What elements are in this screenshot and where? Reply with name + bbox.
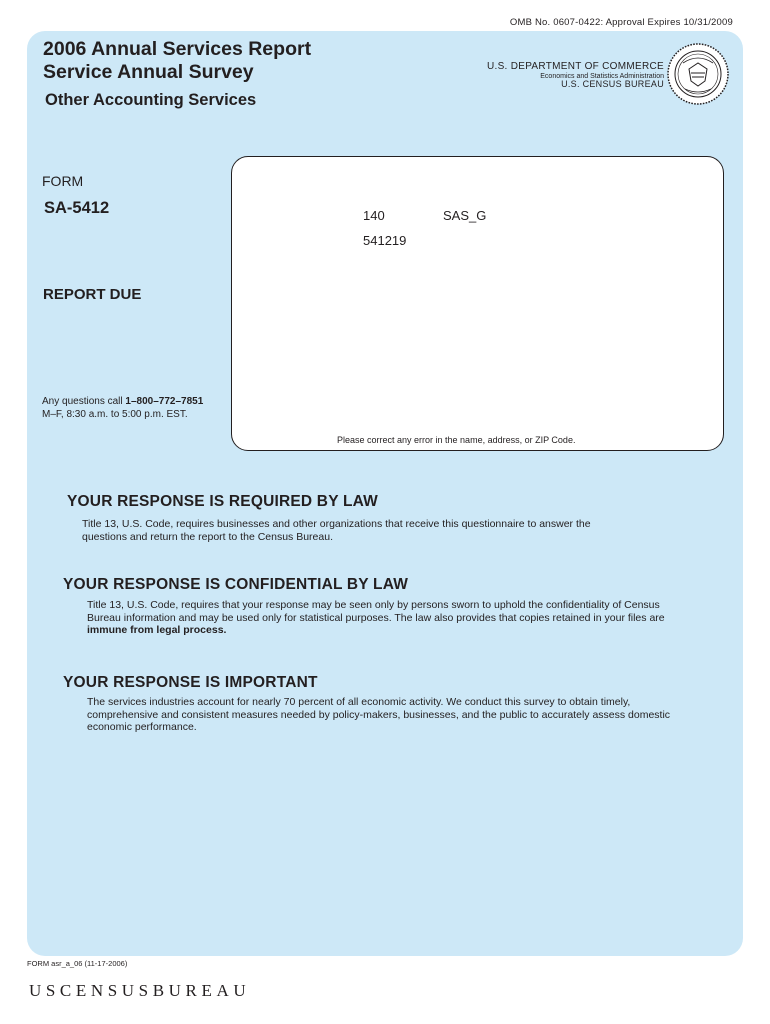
important-heading: YOUR RESPONSE IS IMPORTANT [63, 674, 318, 691]
confidential-heading: YOUR RESPONSE IS CONFIDENTIAL BY LAW [63, 576, 409, 593]
industry-subtitle: Other Accounting Services [45, 91, 257, 109]
department-name: U.S. DEPARTMENT OF COMMERCE [486, 61, 664, 72]
required-heading: YOUR RESPONSE IS REQUIRED BY LAW [67, 493, 378, 510]
form-number: SA-5412 [44, 199, 110, 217]
confidential-line-2: Bureau information and may be used only for statistical purposes. The law also provides that copies retained in your files are [87, 611, 665, 624]
survey-title: Service Annual Survey [43, 61, 254, 83]
confidential-body [87, 599, 665, 637]
bureau-name: U.S. CENSUS BUREAU [561, 78, 664, 89]
important-line-3: economic performance. [87, 721, 197, 734]
required-line-2: questions and return the report to the Census Bureau. [82, 530, 333, 543]
important-line-2: comprehensive and consistent measures needed by policy-makers, businesses, and the public to accurately assess domestic [87, 708, 671, 721]
census-bureau-logo: USCENSUSBUREAU [29, 981, 251, 1000]
omb-approval-note: OMB No. 0607-0422: Approval Expires 10/31/2009 [509, 17, 733, 28]
agency-block [487, 62, 664, 89]
questions-prefix: Any questions call [42, 396, 126, 407]
mailing-address-box[interactable] [231, 156, 724, 451]
report-due-label: REPORT DUE [43, 286, 142, 303]
phone-number: 1–800–772–7851 [125, 396, 204, 407]
questions-contact [42, 396, 203, 421]
commerce-seal-icon [667, 43, 729, 105]
important-line-1: The services industries account for nearly 70 percent of all economic activity. We conduct this survey to obtain timely, [87, 696, 631, 708]
important-body [87, 696, 670, 734]
address-code-1: 140 [363, 208, 385, 223]
address-correction-note: Please correct any error in the name, address, or ZIP Code. [337, 435, 576, 445]
address-code-3: 541219 [363, 233, 407, 248]
confidential-line-3: immune from legal process. [87, 624, 227, 637]
address-code-2: SAS_G [443, 208, 487, 223]
form-code: FORM asr_a_06 (11-17-2006) [27, 959, 128, 968]
form-label: FORM [42, 173, 84, 189]
report-title: 2006 Annual Services Report [43, 38, 312, 60]
administration-name: Economics and Statistics Administration [540, 72, 664, 80]
contact-hours: M–F, 8:30 a.m. to 5:00 p.m. EST. [42, 408, 188, 420]
required-line-1: Title 13, U.S. Code, requires businesses and other organizations that receive this questionnaire to answer the [82, 518, 591, 530]
confidential-line-1: Title 13, U.S. Code, requires that your response may be seen only by persons sworn to uphold the confidentiality of Census [87, 599, 660, 611]
required-body [82, 518, 591, 543]
